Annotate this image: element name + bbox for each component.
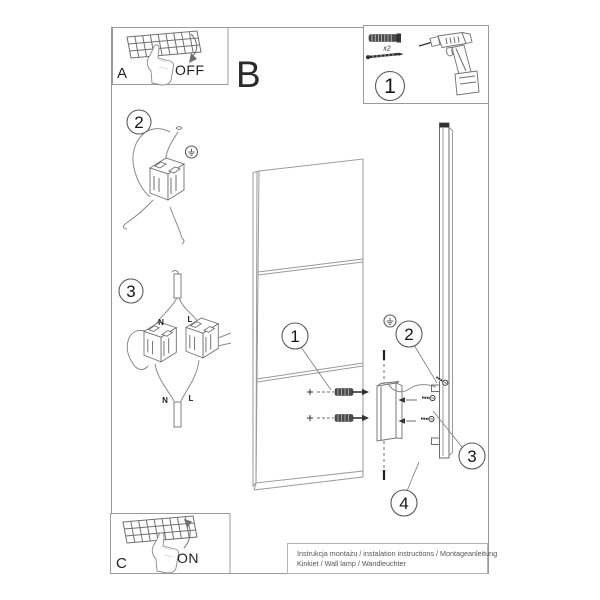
step3-number: 3	[126, 282, 136, 301]
footer-title-block	[288, 544, 498, 574]
callout-4: 4	[399, 494, 409, 513]
kit-box	[364, 26, 489, 104]
ground-symbol-icon	[186, 146, 198, 158]
power-off-box	[113, 28, 229, 86]
callout-1: 1	[290, 327, 300, 346]
box-a-label: A	[117, 65, 128, 82]
cable-sheath-top	[174, 274, 181, 298]
box-c-label: C	[116, 555, 127, 572]
label-n-top: N	[158, 318, 164, 327]
wire-connector-icon	[150, 158, 184, 200]
label-l-bottom: L	[188, 394, 194, 403]
step2-number: 2	[134, 113, 144, 132]
on-label: ON	[177, 550, 199, 566]
kit-number: 1	[384, 75, 396, 98]
off-label: OFF	[175, 62, 205, 78]
cable-sheath-bottom	[174, 402, 181, 427]
wire-connector-n-icon	[144, 322, 176, 362]
page-border	[112, 28, 489, 574]
section-letter-b: B	[236, 54, 261, 95]
footer-line-1: Instrukcja montażu / instalation instructions / Montageanleitung	[297, 549, 498, 558]
label-l-top: L	[187, 315, 193, 324]
wall-plug-icon	[369, 34, 401, 43]
power-on-box	[111, 514, 231, 574]
dowel-count-label: x2	[383, 45, 391, 53]
lamp-top-cap	[440, 123, 450, 128]
label-n-bottom: N	[162, 396, 168, 405]
callout-3: 3	[467, 447, 477, 466]
callout-2: 2	[404, 325, 414, 344]
ground-symbol-icon-2	[384, 315, 396, 327]
footer-line-2: Kinkiet / Wall lamp / Wandleuchter	[297, 559, 406, 568]
